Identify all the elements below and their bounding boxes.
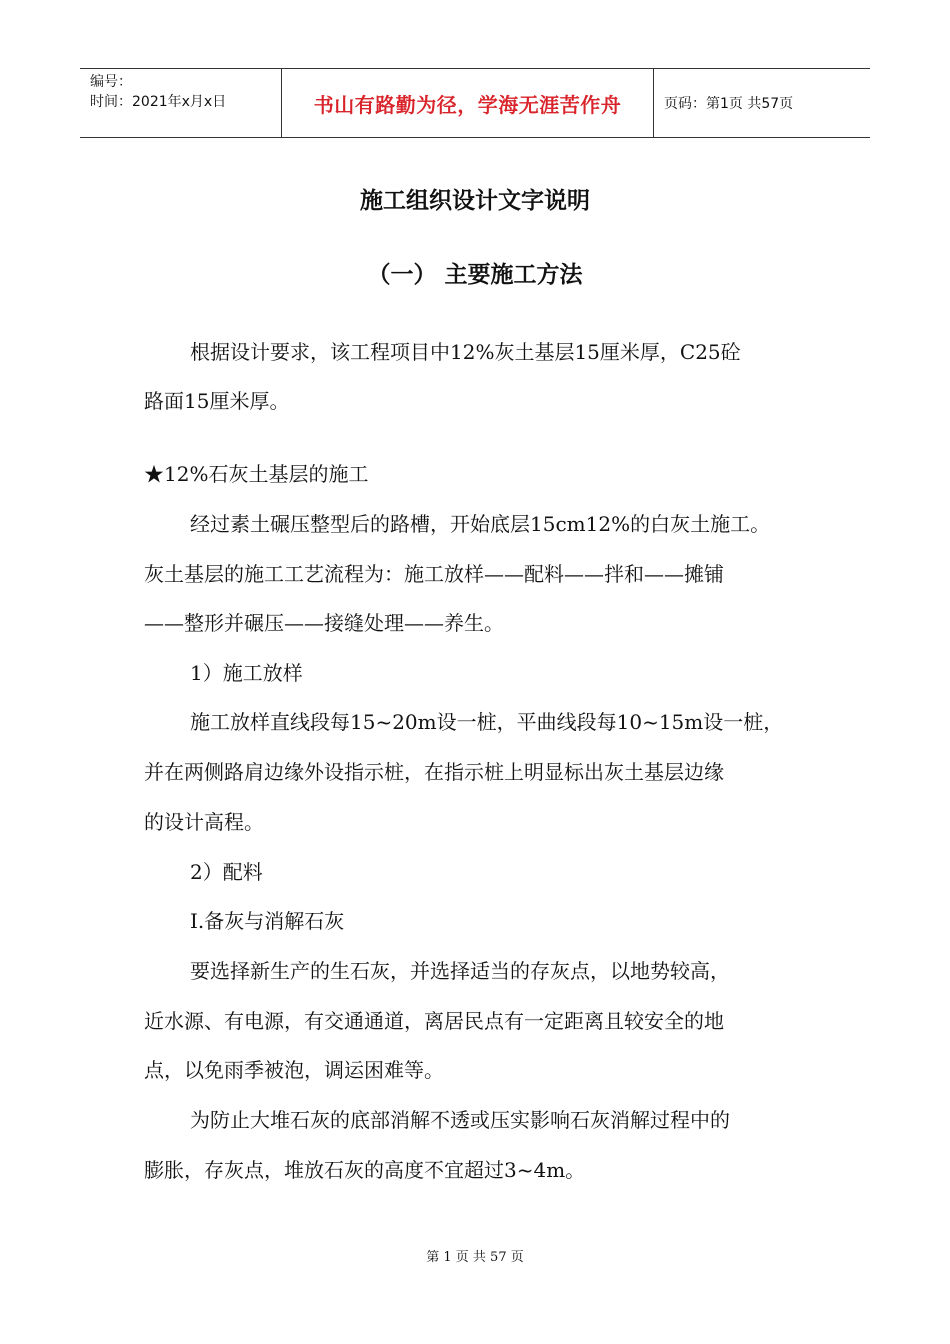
body-line: 点，以免雨季被泡，调运困难等。 (144, 1058, 444, 1082)
header-motto: 书山有路勤为径，学海无涯苦作舟 (282, 69, 654, 137)
body-line: 根据设计要求，该工程项目中12%灰土基层15厘米厚，C25砼 (190, 340, 741, 364)
body-line: 施工放样直线段每15~20m设一桩，平曲线段每10~15m设一桩， (190, 710, 784, 734)
body-line: 并在两侧路肩边缘外设指示桩，在指示桩上明显标出灰土基层边缘 (144, 760, 724, 784)
header-page-info: 页码：第1页 共57页 (664, 96, 794, 112)
body-line: 灰土基层的施工工艺流程为：施工放样——配料——拌和——摊铺 (144, 562, 724, 586)
document-header (80, 68, 870, 138)
subsection-heading: ★12%石灰土基层的施工 (144, 462, 369, 486)
item-heading: Ⅰ.备灰与消解石灰 (190, 909, 345, 933)
step-heading: 1）施工放样 (190, 661, 303, 685)
document-title: 施工组织设计文字说明 (360, 188, 590, 214)
step-heading: 2）配料 (190, 860, 263, 884)
document-time-label: 时间：2021年x月x日 (90, 94, 227, 110)
header-meta-cell (80, 69, 282, 137)
body-line: 的设计高程。 (144, 810, 264, 834)
body-line: 要选择新生产的生石灰，并选择适当的存灰点，以地势较高， (190, 959, 730, 983)
body-line: 经过素土碾压整型后的路槽，开始底层15cm12%的白灰土施工。 (190, 512, 771, 536)
body-line: 为防止大堆石灰的底部消解不透或压实影响石灰消解过程中的 (190, 1108, 730, 1132)
section-title: （一） 主要施工方法 (367, 262, 583, 288)
body-line: 路面15厘米厚。 (144, 389, 290, 413)
body-line: 膨胀，存灰点，堆放石灰的高度不宜超过3~4m。 (144, 1158, 586, 1182)
body-line: ——整形并碾压——接缝处理——养生。 (144, 611, 504, 635)
document-number-label: 编号： (90, 74, 132, 90)
body-line: 近水源、有电源，有交通通道，离居民点有一定距离且较安全的地 (144, 1009, 724, 1033)
page-footer: 第 1 页 共 57 页 (426, 1250, 524, 1265)
